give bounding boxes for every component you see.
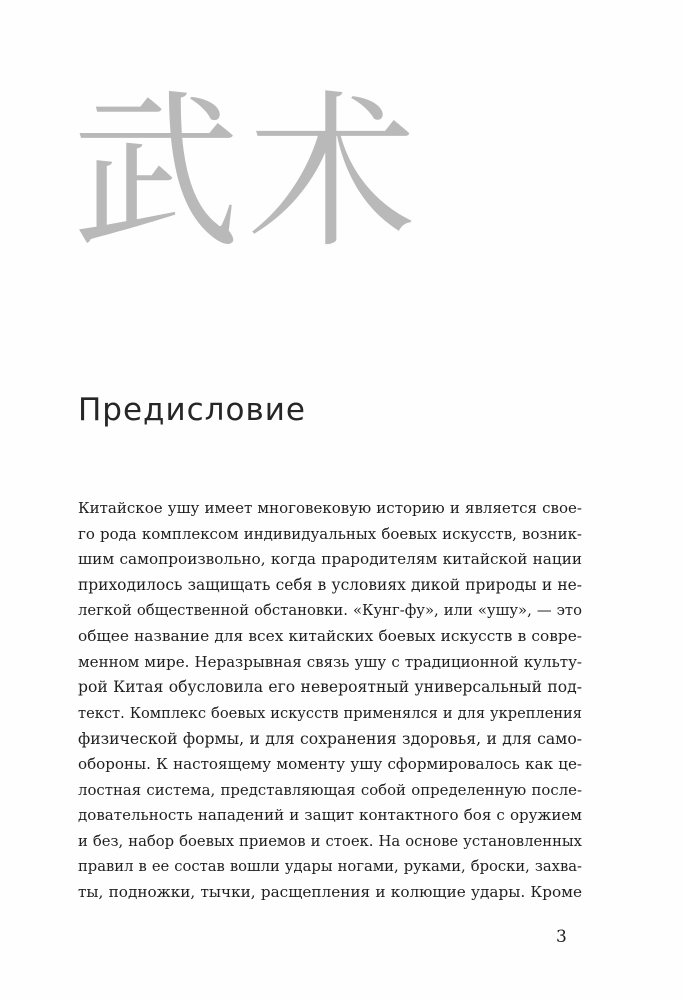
paragraph-line: обороны. К настоящему моменту ушу сформировалось как це- [78,754,582,773]
paragraph-line: физической формы, и для сохранения здоровья, и для само- [78,729,582,749]
paragraph-line: го рода комплексом индивидуальных боевых искусств, возник- [78,524,582,543]
paragraph-line: текст. Комплекс боевых искусств применялся и для укрепления [78,704,582,722]
paragraph-line: ты, подножки, тычки, расщепления и колющие удары. Кроме [78,882,582,901]
paragraph-line: рой Китая обусловила его невероятный универсальный под- [78,678,582,697]
paragraph-line: Китайское ушу имеет многовековую историю и является свое- [78,499,582,517]
paragraph-line: приходилось защищать себя в условиях дикой природы и не- [78,575,582,594]
paragraph-line: довательность нападений и защит контактного боя с оружием [78,806,582,825]
paragraph-line: менном мире. Неразрывная связь ушу с традиционной культу- [78,652,582,671]
page-number: 3 [556,927,567,947]
paragraph-line: общее название для всех китайских боевых искусств в совре- [78,626,582,645]
paragraph-line: правил в ее состав вошли удары ногами, руками, броски, захва- [78,858,582,876]
paragraph-line: шим самопроизвольно, когда прародителям китайской нации [78,550,582,569]
paragraph-line: и без, набор боевых приемов и стоек. На основе установленных [78,832,582,850]
chapter-title: Предисловие [78,392,306,428]
body-paragraph [78,496,582,906]
paragraph-line: легкой общественной обстановки. «Кунг-фу», или «ушу», — это [78,602,582,620]
paragraph-line: лостная система, представляющая собой определенную после- [78,780,582,799]
chapter-hero-glyphs: 武术 [72,75,424,271]
